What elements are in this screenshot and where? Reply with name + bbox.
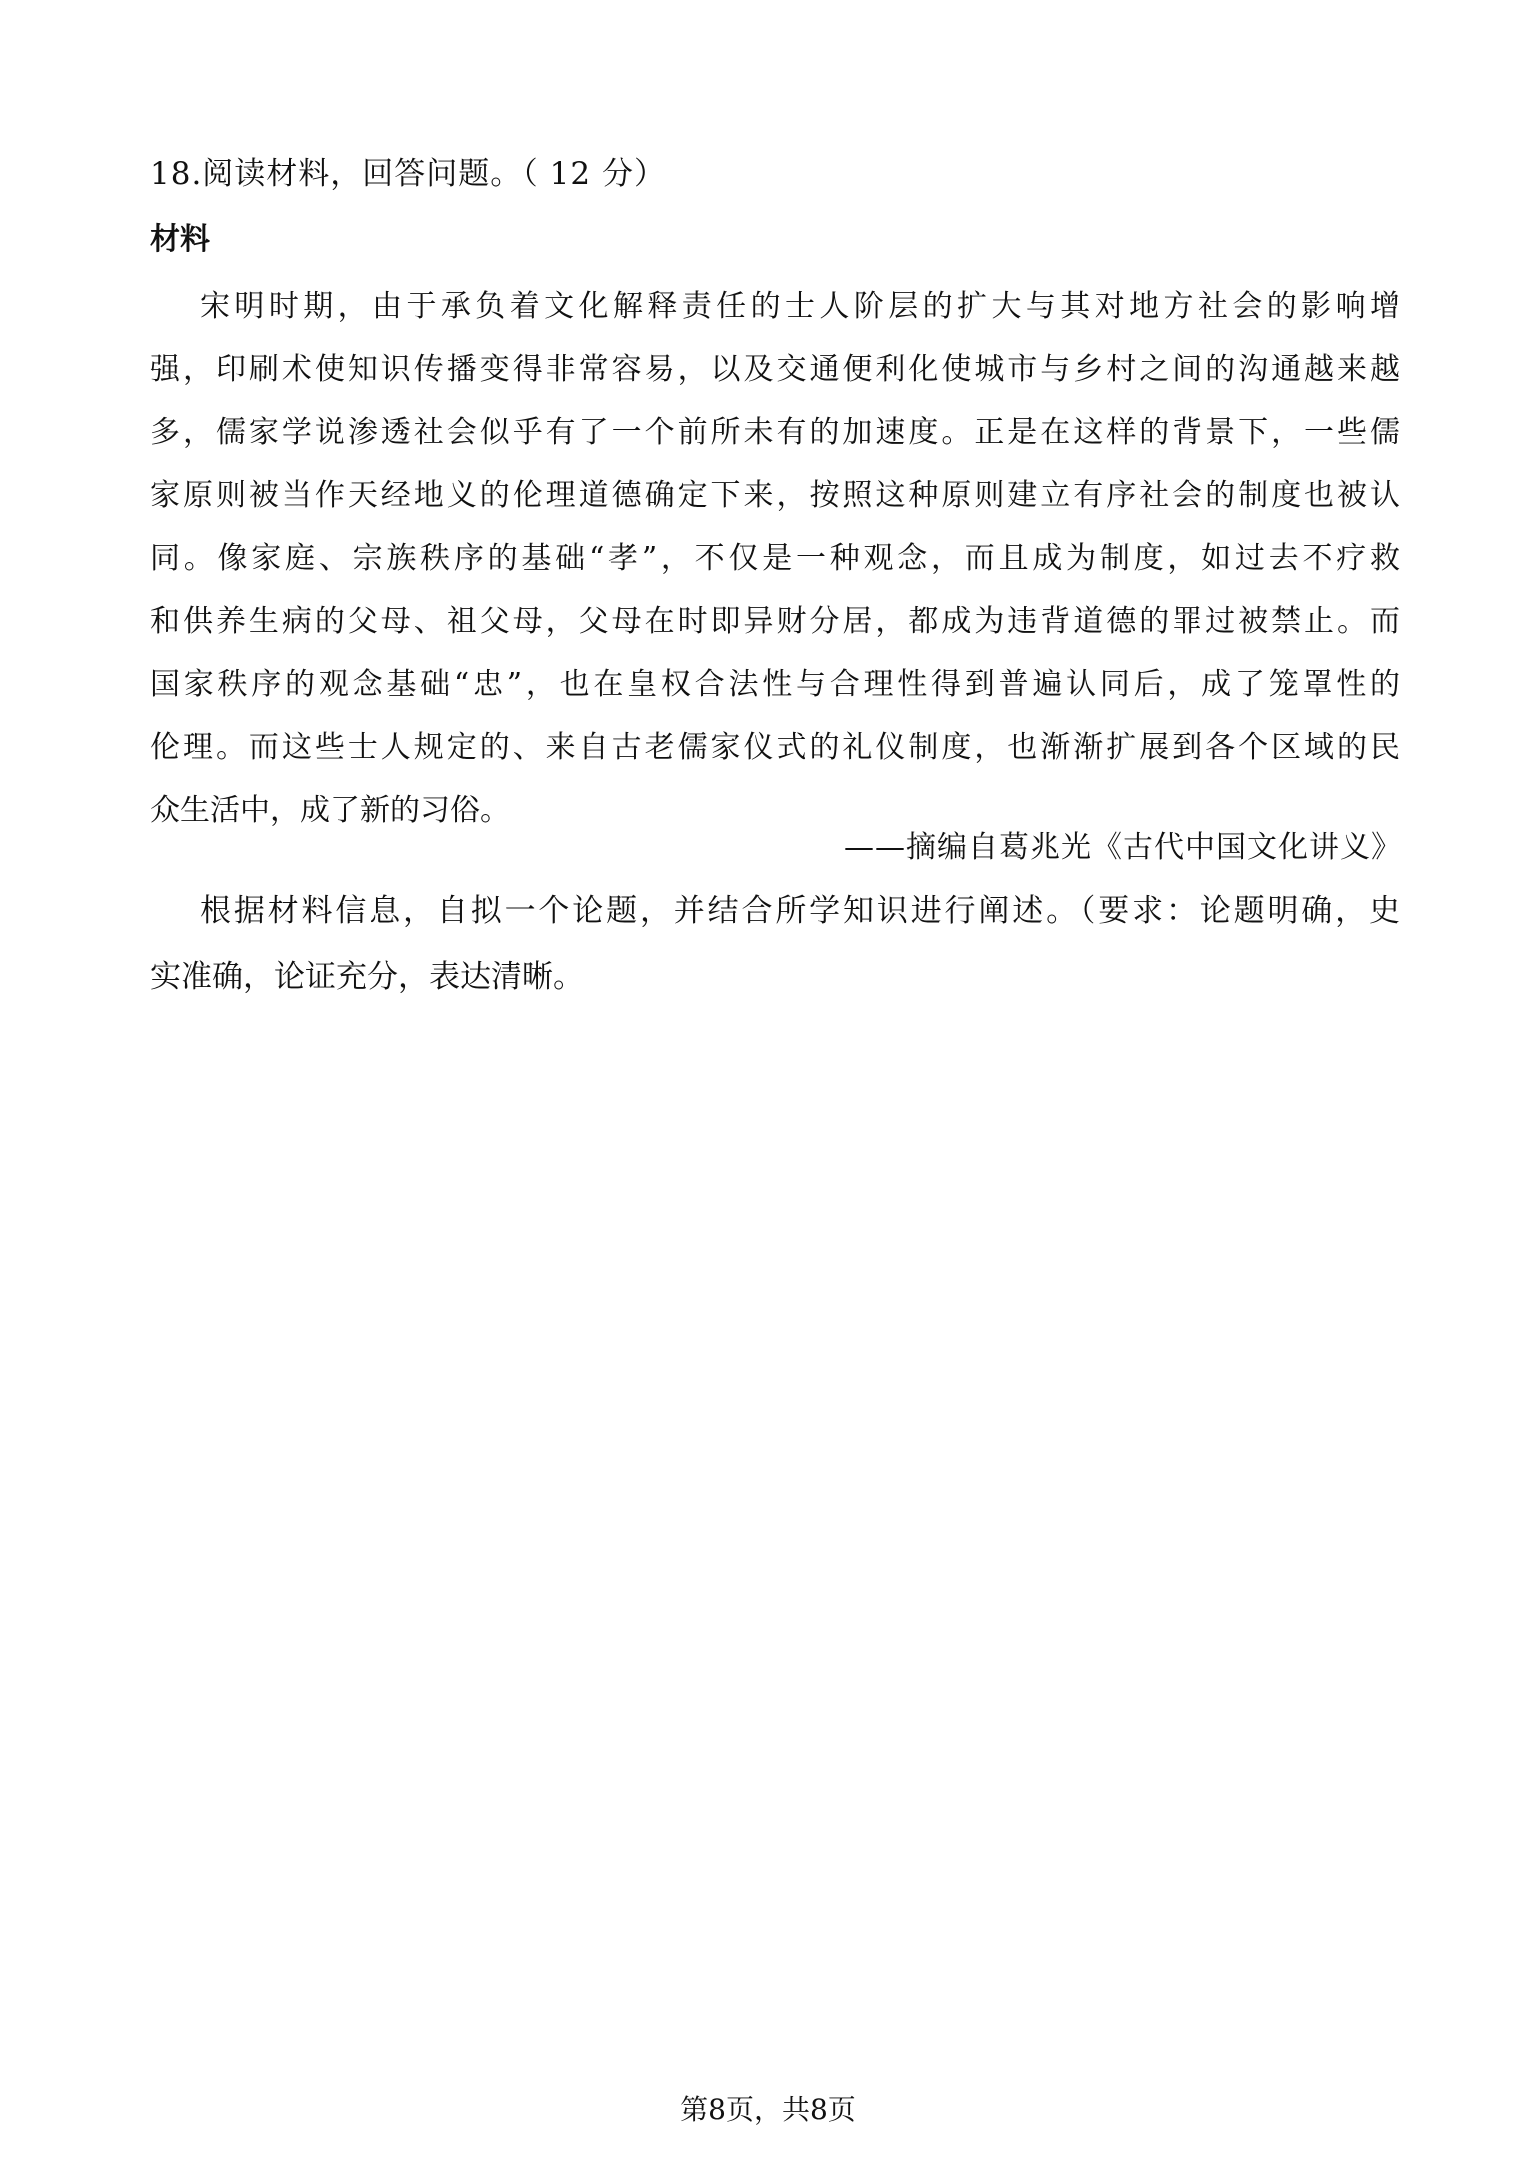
question-heading: 18.阅读材料，回答问题。（ 12 分） — [150, 156, 666, 192]
task-instructions — [150, 878, 1400, 1010]
page-number-footer: 第8页，共8页 — [680, 2093, 856, 2126]
material-source-citation: ——摘编自葛兆光《古代中国文化讲义》 — [844, 830, 1402, 865]
material-line: 宋明时期，由于承负着文化解释责任的士人阶层的扩大与其对地方社会的影响增 — [200, 289, 1400, 324]
material-label: 材料 — [150, 222, 210, 257]
material-line: 强，印刷术使知识传播变得非常容易，以及交通便利化使城市与乡村之间的沟通越来越 — [150, 352, 1400, 387]
task-line: 根据材料信息，自拟一个论题，并结合所学知识进行阐述。（要求：论题明确，史 — [200, 893, 1400, 929]
material-line: 伦理。而这些士人规定的、来自古老儒家仪式的礼仪制度，也渐渐扩展到各个区域的民 — [150, 730, 1400, 765]
material-line: 国家秩序的观念基础“忠”，也在皇权合法性与合理性得到普遍认同后，成了笼罩性的 — [150, 667, 1400, 702]
material-passage — [150, 275, 1400, 842]
material-line: 多，儒家学说渗透社会似乎有了一个前所未有的加速度。正是在这样的背景下，一些儒 — [150, 415, 1400, 450]
material-line: 家原则被当作天经地义的伦理道德确定下来，按照这种原则建立有序社会的制度也被认 — [150, 478, 1400, 513]
material-line: 和供养生病的父母、祖父母，父母在时即异财分居，都成为违背道德的罪过被禁止。而 — [150, 604, 1400, 639]
material-line: 众生活中，成了新的习俗。 — [150, 793, 510, 828]
material-line: 同。像家庭、宗族秩序的基础“孝”，不仅是一种观念，而且成为制度，如过去不疗救 — [150, 541, 1400, 576]
task-line: 实准确，论证充分，表达清晰。 — [150, 959, 584, 995]
